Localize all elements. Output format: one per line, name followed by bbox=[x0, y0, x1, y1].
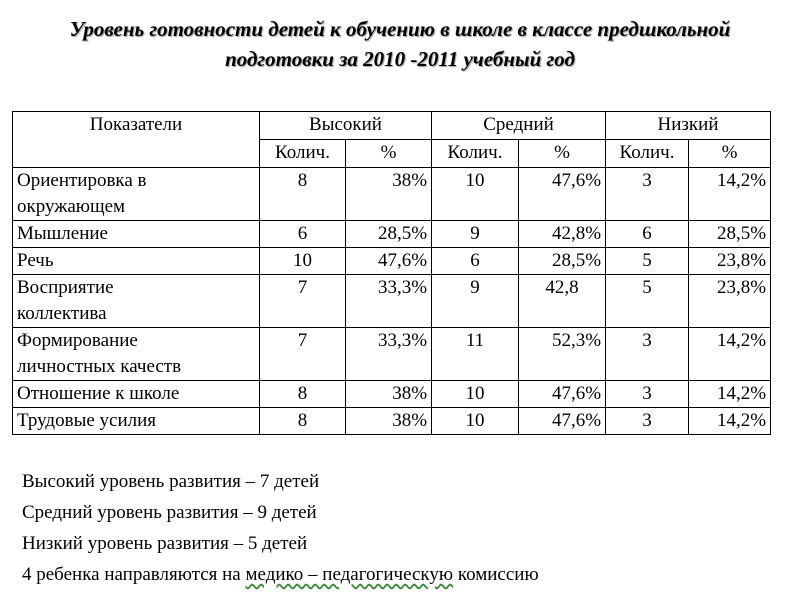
table-row bbox=[13, 275, 771, 328]
cell-percent: 33,3% bbox=[346, 328, 432, 381]
row-label bbox=[13, 275, 260, 328]
cell-count: 8 bbox=[260, 381, 346, 408]
readiness-table bbox=[12, 111, 771, 435]
note-commission-end: комиссию bbox=[453, 564, 539, 585]
note-commission-start: 4 ребенка направляются на bbox=[22, 564, 246, 585]
header-sub-percent-high: % bbox=[346, 140, 432, 168]
row-label: Трудовые усилия bbox=[13, 408, 260, 435]
cell-count: 5 bbox=[606, 248, 689, 275]
row-label bbox=[13, 168, 260, 221]
row-label-line: Восприятие bbox=[17, 277, 114, 298]
header-sub-count-high: Колич. bbox=[260, 140, 346, 168]
cell-count: 3 bbox=[606, 328, 689, 381]
cell-count: 8 bbox=[260, 408, 346, 435]
row-label-line: Ориентировка в bbox=[17, 170, 147, 191]
row-label-line: Формирование bbox=[17, 330, 138, 351]
row-label-line: коллектива bbox=[17, 303, 107, 324]
cell-percent: 28,5% bbox=[519, 248, 606, 275]
cell-percent: 38% bbox=[346, 408, 432, 435]
cell-count: 8 bbox=[260, 168, 346, 221]
cell-percent: 28,5% bbox=[689, 221, 771, 248]
header-sub-count-low: Колич. bbox=[606, 140, 689, 168]
row-label: Речь bbox=[13, 248, 260, 275]
title-line-1: Уровень готовности детей к обучению в школе в классе предшкольной bbox=[69, 17, 731, 41]
table-row bbox=[13, 381, 771, 408]
cell-percent: 42,8% bbox=[519, 221, 606, 248]
cell-count: 7 bbox=[260, 328, 346, 381]
cell-count: 9 bbox=[432, 275, 519, 328]
cell-percent: 14,2% bbox=[689, 408, 771, 435]
note-commission bbox=[22, 559, 539, 590]
cell-percent: 14,2% bbox=[689, 381, 771, 408]
cell-count: 11 bbox=[432, 328, 519, 381]
cell-count: 6 bbox=[606, 221, 689, 248]
row-label: Мышление bbox=[13, 221, 260, 248]
header-row-groups bbox=[13, 112, 771, 140]
header-group-low: Низкий bbox=[606, 112, 771, 140]
title-line-2: подготовки за 2010 -2011 учебный год bbox=[225, 47, 575, 71]
header-group-medium: Средний bbox=[432, 112, 606, 140]
cell-percent: 33,3% bbox=[346, 275, 432, 328]
table-row bbox=[13, 168, 771, 221]
table-row bbox=[13, 328, 771, 381]
cell-percent: 47,6% bbox=[346, 248, 432, 275]
row-label-line: личностных качеств bbox=[17, 356, 182, 377]
cell-percent: 23,8% bbox=[689, 248, 771, 275]
cell-percent: 47,6% bbox=[519, 381, 606, 408]
cell-count: 3 bbox=[606, 408, 689, 435]
cell-percent: 38% bbox=[346, 168, 432, 221]
row-label: Отношение к школе bbox=[13, 381, 260, 408]
cell-percent: 42,8 bbox=[519, 275, 606, 328]
note-low-level: Низкий уровень развития – 5 детей bbox=[22, 533, 308, 554]
cell-count: 5 bbox=[606, 275, 689, 328]
row-label-line: окружающем bbox=[17, 196, 126, 217]
note-commission-underlined: медико – педагогическую bbox=[245, 564, 454, 585]
table-row bbox=[13, 248, 771, 275]
header-group-high: Высокий bbox=[260, 112, 432, 140]
header-sub-percent-medium: % bbox=[519, 140, 606, 168]
cell-percent: 47,6% bbox=[519, 168, 606, 221]
document-title bbox=[40, 14, 760, 74]
note-high-level: Высокий уровень развития – 7 детей bbox=[22, 471, 320, 492]
cell-percent: 23,8% bbox=[689, 275, 771, 328]
summary-notes bbox=[22, 466, 539, 590]
cell-percent: 38% bbox=[346, 381, 432, 408]
cell-percent: 47,6% bbox=[519, 408, 606, 435]
cell-count: 6 bbox=[260, 221, 346, 248]
header-sub-count-medium: Колич. bbox=[432, 140, 519, 168]
cell-count: 10 bbox=[260, 248, 346, 275]
cell-count: 9 bbox=[432, 221, 519, 248]
note-medium-level: Средний уровень развития – 9 детей bbox=[22, 502, 317, 523]
table-row bbox=[13, 221, 771, 248]
cell-count: 10 bbox=[432, 168, 519, 221]
cell-percent: 14,2% bbox=[689, 168, 771, 221]
header-indicators: Показатели bbox=[13, 112, 260, 168]
cell-count: 3 bbox=[606, 381, 689, 408]
cell-percent: 14,2% bbox=[689, 328, 771, 381]
cell-percent: 28,5% bbox=[346, 221, 432, 248]
table-row bbox=[13, 408, 771, 435]
cell-percent: 52,3% bbox=[519, 328, 606, 381]
cell-count: 10 bbox=[432, 381, 519, 408]
header-sub-percent-low: % bbox=[689, 140, 771, 168]
cell-count: 3 bbox=[606, 168, 689, 221]
cell-count: 6 bbox=[432, 248, 519, 275]
cell-count: 10 bbox=[432, 408, 519, 435]
cell-count: 7 bbox=[260, 275, 346, 328]
row-label bbox=[13, 328, 260, 381]
